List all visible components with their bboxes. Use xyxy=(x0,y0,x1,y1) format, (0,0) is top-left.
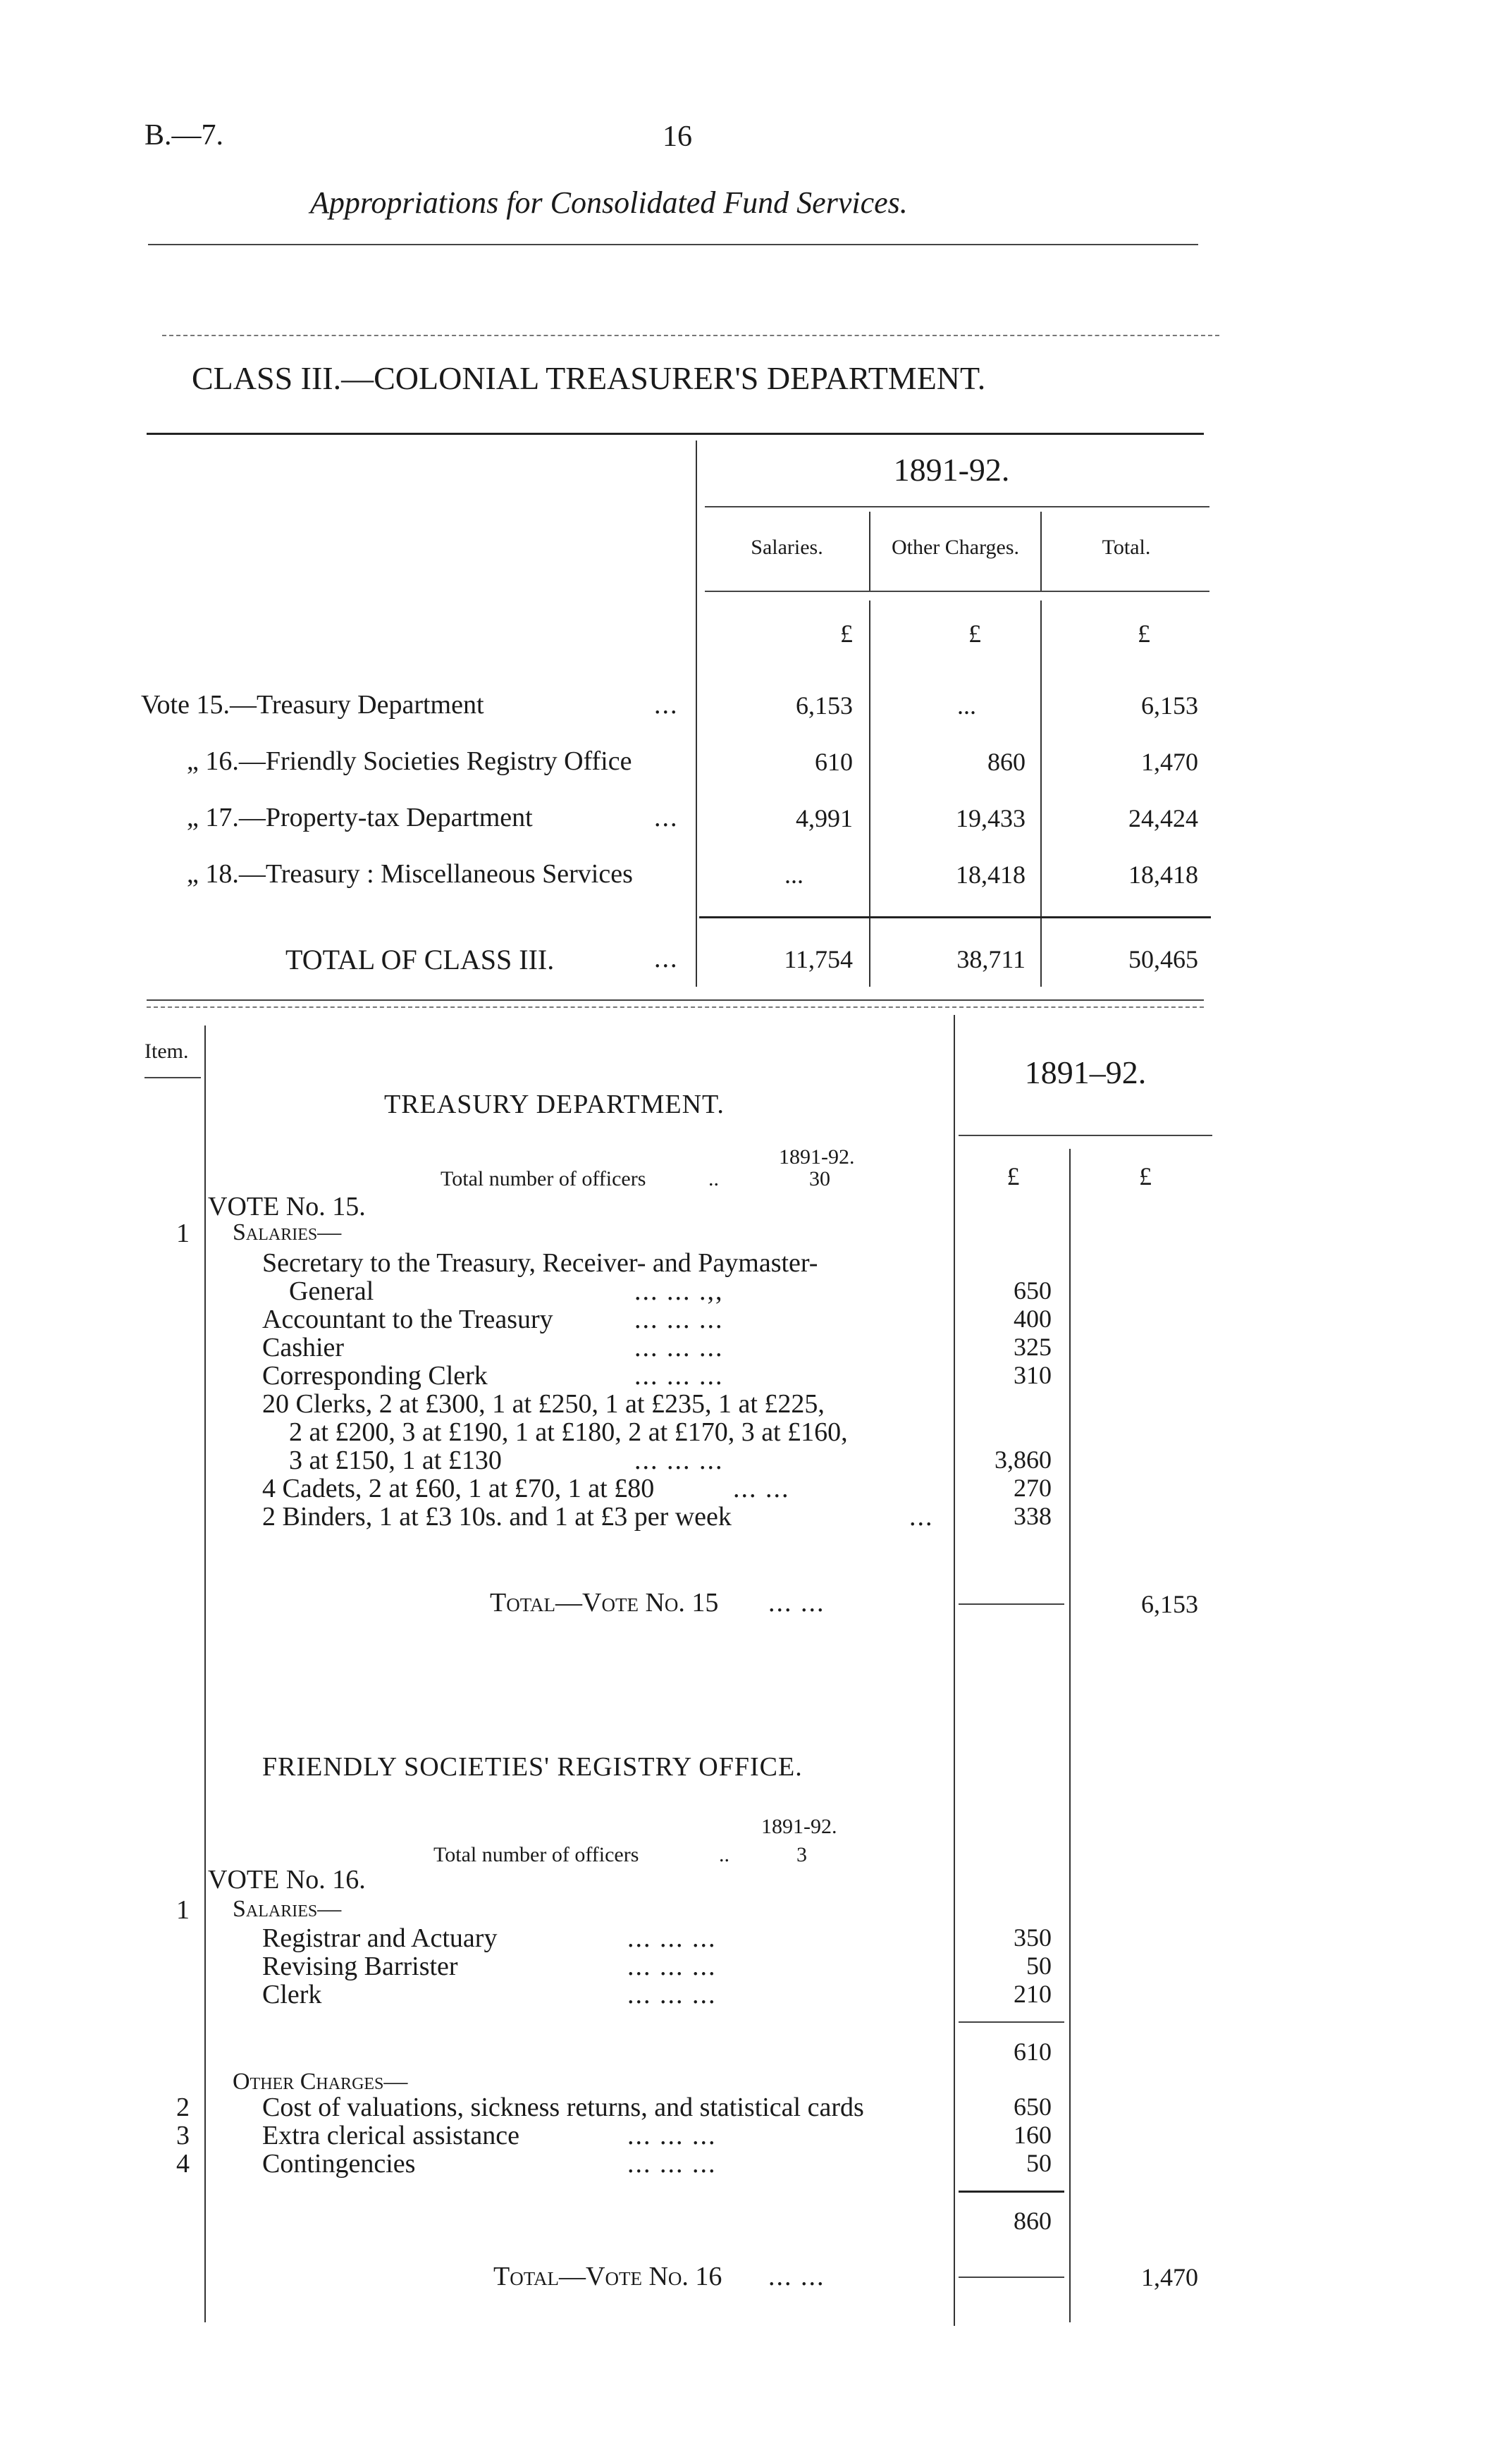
treasury-line: General xyxy=(289,1276,374,1306)
friendly-officers-year: 1891-92. xyxy=(761,1815,837,1838)
section-rule xyxy=(147,999,1204,1001)
summary-salaries: 6,153 xyxy=(796,691,853,720)
friendly-other-item: 3 xyxy=(176,2121,190,2150)
total-divider xyxy=(1069,1149,1071,2322)
treasury-line: 2 Binders, 1 at £3 10s. and 1 at £3 per week xyxy=(262,1502,732,1532)
treasury-line-amount: 650 xyxy=(1014,1276,1052,1305)
friendly-other-amount: 650 xyxy=(1014,2093,1052,2121)
summary-row-label: „ 18.—Treasury : Miscellaneous Services xyxy=(187,859,633,889)
friendly-item-number: 1 xyxy=(176,1895,190,1925)
treasury-item-number: 1 xyxy=(176,1219,190,1248)
treasury-line-amount: 325 xyxy=(1014,1333,1052,1361)
item-column-header: Item. xyxy=(144,1040,189,1063)
section-rule-2 xyxy=(147,1006,1204,1008)
class-heading: CLASS III.—COLONIAL TREASURER'S DEPARTMENT. xyxy=(192,360,986,396)
friendly-total-dots: ... ... xyxy=(768,2262,825,2291)
treasury-line-amount: 270 xyxy=(1014,1474,1052,1502)
treasury-total: 6,153 xyxy=(1141,1590,1198,1618)
summary-row-dots: ... xyxy=(654,690,679,720)
friendly-other-item: 2 xyxy=(176,2093,190,2122)
col-total: Total. xyxy=(1102,536,1151,559)
friendly-officers-dots: .. xyxy=(719,1843,729,1866)
treasury-line: 4 Cadets, 2 at £60, 1 at £70, 1 at £80 xyxy=(262,1474,655,1503)
summary-total-rule xyxy=(699,916,1211,918)
treasury-line: Accountant to the Treasury xyxy=(262,1305,553,1334)
friendly-salary-amount: 210 xyxy=(1014,1980,1052,2008)
treasury-officers-count: 30 xyxy=(809,1167,830,1190)
treasury-line-amount: 338 xyxy=(1014,1502,1052,1530)
friendly-officers-label: Total number of officers xyxy=(433,1843,639,1866)
treasury-line: Corresponding Clerk xyxy=(262,1361,488,1391)
friendly-salary-dots: ... ... ... xyxy=(627,1980,717,2009)
friendly-other-dots: ... ... ... xyxy=(627,2121,717,2150)
summary-row-label: „ 16.—Friendly Societies Registry Office xyxy=(187,746,632,776)
detail-year-rule xyxy=(959,1135,1212,1136)
friendly-other-line: Contingencies xyxy=(262,2149,416,2179)
currency-other: £ xyxy=(968,620,981,648)
treasury-line-dots: ... ... ... xyxy=(634,1361,724,1391)
friendly-total-label: Total—Vote No. 16 xyxy=(493,2262,722,2291)
treasury-officers-year: 1891-92. xyxy=(779,1145,855,1169)
summary-other: 19,433 xyxy=(956,804,1026,832)
friendly-officers-count: 3 xyxy=(796,1843,807,1866)
treasury-total-label: Total—Vote No. 15 xyxy=(490,1588,719,1618)
currency-salaries: £ xyxy=(840,620,853,648)
columns-rule xyxy=(705,591,1209,592)
friendly-salary-line: Registrar and Actuary xyxy=(262,1923,498,1953)
faint-rule xyxy=(162,335,1219,336)
summary-salaries: 610 xyxy=(815,748,853,776)
friendly-other-amount: 160 xyxy=(1014,2121,1052,2149)
treasury-line-dots: ... ... .,, xyxy=(634,1276,724,1306)
friendly-salaries-label: Salaries— xyxy=(233,1896,342,1922)
friendly-salary-amount: 50 xyxy=(1026,1952,1052,1980)
currency-total: £ xyxy=(1138,620,1150,648)
summary-total-other: 38,711 xyxy=(956,945,1026,973)
detail-currency-sub: £ xyxy=(1006,1162,1020,1190)
friendly-salary-dots: ... ... ... xyxy=(627,1952,717,1981)
treasury-total-dots: ... ... xyxy=(768,1588,825,1618)
friendly-salary-line: Revising Barrister xyxy=(262,1952,458,1981)
friendly-vote: VOTE No. 16. xyxy=(208,1865,366,1895)
summary-total: 18,418 xyxy=(1128,861,1198,889)
friendly-other-line: Cost of valuations, sickness returns, and statistical cards xyxy=(262,2093,864,2122)
summary-other: 860 xyxy=(987,748,1026,776)
item-header-rule xyxy=(144,1077,201,1078)
friendly-other-rule xyxy=(959,2191,1064,2193)
year-rule xyxy=(705,506,1209,507)
treasury-line: 2 at £200, 3 at £190, 1 at £180, 2 at £170, 3 at £160, xyxy=(289,1417,848,1447)
treasury-line: Secretary to the Treasury, Receiver- and Paymaster- xyxy=(262,1248,818,1278)
treasury-line-dots: ... ... ... xyxy=(634,1333,724,1362)
friendly-salary-line: Clerk xyxy=(262,1980,322,2009)
summary-row-dots: ... xyxy=(654,803,679,832)
friendly-salary-dots: ... ... ... xyxy=(627,1923,717,1953)
summary-row-label: „ 17.—Property-tax Department xyxy=(187,803,533,832)
friendly-other-label: Other Charges— xyxy=(233,2069,408,2095)
summary-top-rule xyxy=(147,433,1204,435)
summary-divider xyxy=(696,441,697,987)
item-divider xyxy=(204,1025,206,2322)
amount-divider xyxy=(954,1015,955,2326)
col-divider-2b xyxy=(1040,600,1042,987)
friendly-other-dots: ... ... ... xyxy=(627,2149,717,2179)
treasury-total-rule xyxy=(959,1603,1064,1605)
treasury-line-amount: 400 xyxy=(1014,1305,1052,1333)
summary-total-total: 50,465 xyxy=(1128,945,1198,973)
friendly-total-rule xyxy=(959,2277,1064,2278)
friendly-salary-subtotal: 610 xyxy=(1014,2038,1052,2066)
page-number: 16 xyxy=(663,121,692,153)
summary-row-label: Vote 15.—Treasury Department xyxy=(141,690,484,720)
friendly-salary-rule xyxy=(959,2021,1064,2023)
friendly-salary-amount: 350 xyxy=(1014,1923,1052,1952)
title-rule xyxy=(148,244,1198,245)
summary-salaries: ... xyxy=(784,861,804,889)
treasury-officers-label: Total number of officers xyxy=(441,1167,646,1190)
summary-total: 1,470 xyxy=(1141,748,1198,776)
summary-other: 18,418 xyxy=(956,861,1026,889)
treasury-officers-dots: .. xyxy=(708,1167,719,1190)
treasury-line-amount: 310 xyxy=(1014,1361,1052,1389)
detail-currency-total: £ xyxy=(1139,1162,1152,1190)
summary-total-salaries: 11,754 xyxy=(784,945,853,973)
summary-year: 1891-92. xyxy=(893,452,1010,488)
summary-total: 24,424 xyxy=(1128,804,1198,832)
detail-year: 1891–92. xyxy=(1024,1054,1147,1090)
treasury-line-amount: 3,860 xyxy=(995,1446,1052,1474)
treasury-line-dots: ... xyxy=(909,1502,934,1532)
document-reference: B.—7. xyxy=(144,119,224,152)
treasury-line: 20 Clerks, 2 at £300, 1 at £250, 1 at £235, 1 at £225, xyxy=(262,1389,825,1419)
treasury-heading: TREASURY DEPARTMENT. xyxy=(384,1090,725,1119)
col-other-charges: Other Charges. xyxy=(891,536,1020,559)
summary-total: 6,153 xyxy=(1141,691,1198,720)
treasury-vote: VOTE No. 15. xyxy=(208,1192,366,1221)
summary-total-dots: ... xyxy=(654,944,679,973)
treasury-line-dots: ... ... ... xyxy=(634,1305,724,1334)
treasury-line-dots: ... ... xyxy=(733,1474,790,1503)
summary-salaries: 4,991 xyxy=(796,804,853,832)
summary-other: ... xyxy=(957,691,976,720)
col-divider-1b xyxy=(869,600,870,987)
treasury-line: Cashier xyxy=(262,1333,345,1362)
friendly-total: 1,470 xyxy=(1141,2263,1198,2291)
summary-total-label: TOTAL OF CLASS III. xyxy=(285,944,555,975)
friendly-other-item: 4 xyxy=(176,2149,190,2179)
friendly-heading: FRIENDLY SOCIETIES' REGISTRY OFFICE. xyxy=(262,1752,803,1782)
treasury-line: 3 at £150, 1 at £130 xyxy=(289,1446,502,1475)
friendly-other-amount: 50 xyxy=(1026,2149,1052,2177)
col-salaries: Salaries. xyxy=(751,536,823,559)
page-title: Appropriations for Consolidated Fund Services. xyxy=(310,185,908,220)
friendly-other-subtotal: 860 xyxy=(1014,2207,1052,2235)
friendly-other-line: Extra clerical assistance xyxy=(262,2121,520,2150)
treasury-line-dots: ... ... ... xyxy=(634,1446,724,1475)
treasury-salaries-label: Salaries— xyxy=(233,1219,342,1245)
